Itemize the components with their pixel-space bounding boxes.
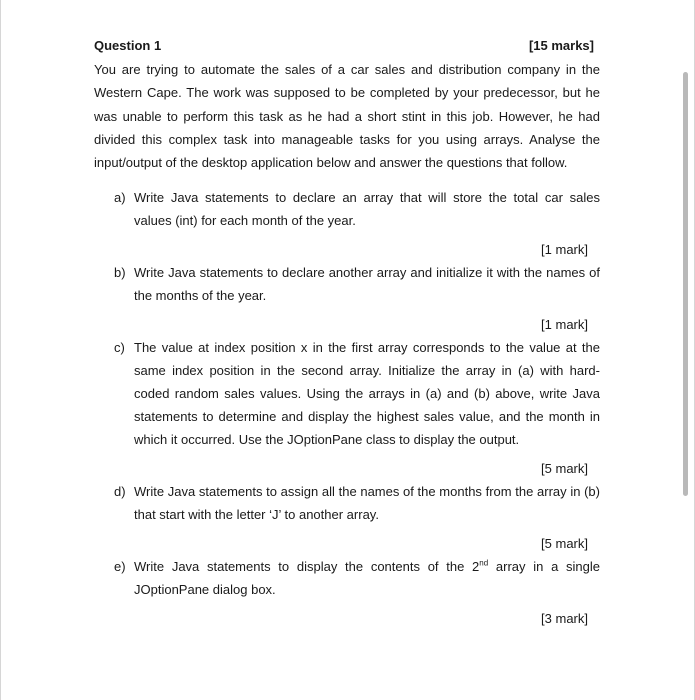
part-mark: [1 mark] <box>541 317 588 333</box>
page-left-edge <box>0 0 1 700</box>
question-document <box>94 36 600 630</box>
part-a <box>94 186 600 261</box>
part-mark: [5 mark] <box>541 461 588 477</box>
question-header <box>94 36 600 58</box>
question-total-marks: [15 marks] <box>528 38 594 53</box>
part-text: Write Java statements to assign all the names of the months from the array in (b) that start with the letter ‘J’ to another array. <box>134 484 600 523</box>
part-e <box>94 555 600 630</box>
part-mark: [5 mark] <box>541 536 588 552</box>
question-parts <box>94 186 600 630</box>
part-letter: c) <box>114 340 125 356</box>
part-letter: a) <box>114 190 126 206</box>
part-letter: e) <box>114 559 126 575</box>
part-d <box>94 480 600 555</box>
part-letter: d) <box>114 484 126 500</box>
part-letter: b) <box>114 265 126 281</box>
superscript: nd <box>479 559 489 569</box>
part-text: The value at index position x in the first array corresponds to the value at the same index position in the second array. Initialize the array in (a) with hard-coded random sales values. Using the arrays in (a) and (b) above, write Java statements to determine and display the highest sales value, and the month in which it occurred. Use the JOptionPane class to display the output. <box>134 340 600 448</box>
part-mark: [3 mark] <box>541 611 588 627</box>
part-text: Write Java statements to declare an array that will store the total car sales values (int) for each month of the year. <box>134 190 600 229</box>
part-mark: [1 mark] <box>541 242 588 258</box>
part-text <box>134 555 600 601</box>
question-title: Question 1 <box>94 38 162 53</box>
part-text-after: array in a single JOptionPane dialog box. <box>134 559 600 598</box>
part-text-before: Write Java statements to display the contents of the 2 <box>134 559 480 575</box>
part-c <box>94 336 600 480</box>
question-intro: You are trying to automate the sales of a car sales and distribution company in the Western Cape. The work was supposed to be completed by your predecessor, but he was unable to perform this task as he had a short stint in this job. However, he had divided this complex task into manageable tasks for you using arrays. Analyse the input/output of the desktop application below and answer the questions that follow. <box>94 62 600 171</box>
vertical-scrollbar[interactable] <box>683 72 688 496</box>
part-b <box>94 261 600 336</box>
part-text: Write Java statements to declare another array and initialize it with the names of the months of the year. <box>134 265 600 304</box>
